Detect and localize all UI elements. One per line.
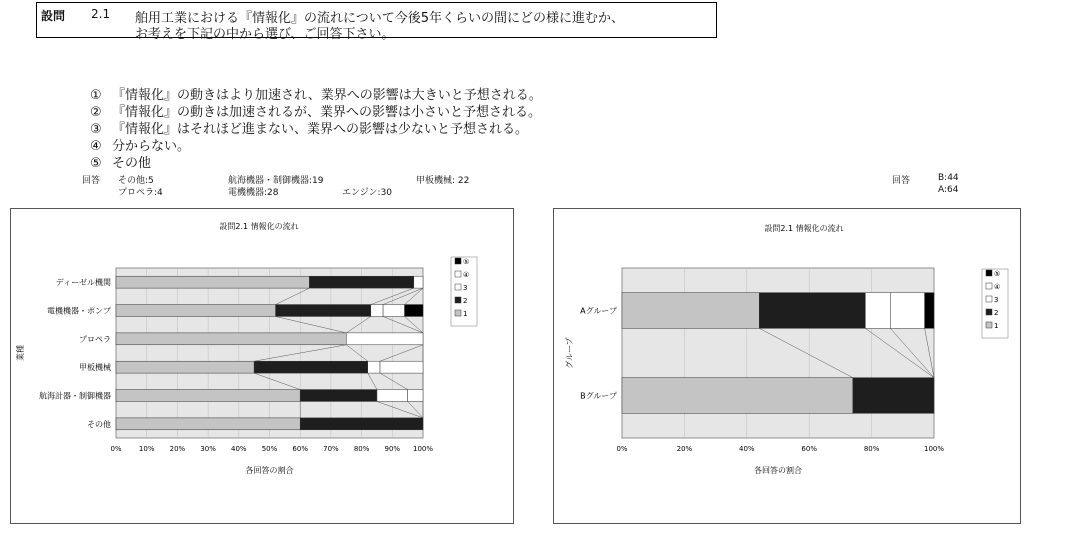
x-axis-label: 各回答の割合 [754,466,802,475]
question-number: 2.1 [91,7,111,21]
category-label: Aグループ [580,306,617,316]
legend-swatch [986,309,992,315]
response-count: その他:5 [118,176,154,186]
legend-label: ⑤ [994,270,1001,278]
x-tick-label: 80% [863,445,880,453]
bar-segment [371,305,383,317]
legend-swatch [986,322,992,328]
legend [451,257,477,326]
bar-segment [276,305,371,317]
legend-label: 1 [463,310,468,318]
bar-segment [759,293,865,329]
bar-segment [368,361,380,373]
x-axis-label: 各回答の割合 [245,466,294,475]
question-box [36,2,717,42]
option-1: ① 『情報化』の動きはより加速され、業界への影響は大きいと予想される。 [90,88,542,103]
x-tick-label: 80% [353,445,370,453]
bar-segment [116,361,254,373]
chart-group [554,209,1020,523]
category-label: その他 [87,419,111,429]
bar-segment [853,378,934,414]
legend-swatch [455,258,461,264]
option-3: ③ 『情報化』はそれほど進まない、業界への影響は少ないと予想される。 [90,122,529,137]
response-count: B:44 [938,173,959,183]
chart-title: 設問2.1 情報化の流れ [764,224,844,233]
bar-segment [254,361,368,373]
option-4: ④ 分からない。 [90,139,191,154]
y-axis-label: グループ [565,337,574,369]
x-tick-label: 60% [292,445,308,453]
bar-segment [300,418,423,430]
responses-left-label: 回答 [82,176,101,186]
category-label: 甲板機械 [79,363,111,373]
chart-title: 設問2.1 情報化の流れ [219,222,299,231]
legend-swatch [455,297,461,303]
bar-segment [346,333,423,345]
response-count: 航海機器・制御機器:19 [228,176,324,186]
response-count: A:64 [938,185,959,195]
bar-segment [622,293,759,329]
category-label: Bグループ [580,391,617,401]
category-label: 電機機器・ポンプ [47,306,111,316]
response-count: エンジン:30 [342,188,393,198]
legend-swatch [986,296,992,302]
bar-segment [383,305,404,317]
x-tick-label: 90% [384,445,401,453]
bar-segment [414,276,423,288]
x-tick-label: 20% [169,445,186,453]
question-label: 設問 [41,9,66,23]
response-count: 電機機器:28 [228,188,279,198]
question-text-line1: 舶用工業における『情報化』の流れについて今後5年くらいの間にどの様に進むか、 [135,11,625,26]
bar-segment [377,390,408,402]
x-tick-label: 40% [739,445,755,453]
legend-label: 2 [994,309,999,317]
category-label: ディーゼル機関 [55,278,111,288]
x-tick-label: 10% [138,445,155,453]
bar-segment [865,293,890,329]
option-5: ⑤ その他 [90,156,152,171]
bar-segment [408,390,423,402]
chart-industry [11,209,513,523]
bar-segment [116,390,300,402]
legend-label: 1 [994,322,999,330]
x-tick-label: 0% [616,445,628,453]
bar-segment [116,276,309,288]
bar-segment [116,333,346,345]
legend-swatch [455,271,461,277]
x-tick-label: 20% [676,445,693,453]
legend-label: ⑤ [463,258,470,266]
legend-swatch [455,284,461,290]
x-tick-label: 100% [412,445,434,453]
bar-segment [405,305,423,317]
x-tick-label: 50% [261,445,278,453]
legend-swatch [986,283,992,289]
x-tick-label: 0% [110,445,122,453]
bar-segment [622,378,853,414]
category-label: プロペラ [79,334,111,344]
legend-label: 3 [994,296,999,304]
x-tick-label: 100% [923,445,945,453]
legend [982,269,1008,338]
y-axis-label: 業種 [16,345,25,361]
legend-swatch [455,310,461,316]
response-count: プロペラ:4 [118,188,163,198]
x-tick-label: 40% [231,445,247,453]
bar-segment [116,305,276,317]
bar-segment [925,293,934,329]
bar-segment [380,361,423,373]
legend-label: 3 [463,284,468,292]
option-2: ② 『情報化』の動きは加速されるが、業界への影響は小さいと予想される。 [90,105,542,120]
legend-label: ④ [994,283,1001,291]
response-count: 甲板機械: 22 [416,176,470,186]
bar-segment [890,293,924,329]
x-tick-label: 60% [801,445,817,453]
x-tick-label: 30% [200,445,216,453]
x-tick-label: 70% [323,445,339,453]
bar-segment [309,276,413,288]
legend-swatch [986,270,992,276]
chart-panel-group [553,208,1021,524]
responses-right-label: 回答 [892,176,911,186]
question-text-line2: お考えを下記の中から選び、ご回答下さい。 [135,27,395,42]
category-label: 航海計器・制御機器 [39,391,111,401]
chart-panel-industry [10,208,514,524]
legend-label: ④ [463,271,470,279]
bar-segment [116,418,300,430]
legend-label: 2 [463,297,468,305]
bar-segment [300,390,377,402]
